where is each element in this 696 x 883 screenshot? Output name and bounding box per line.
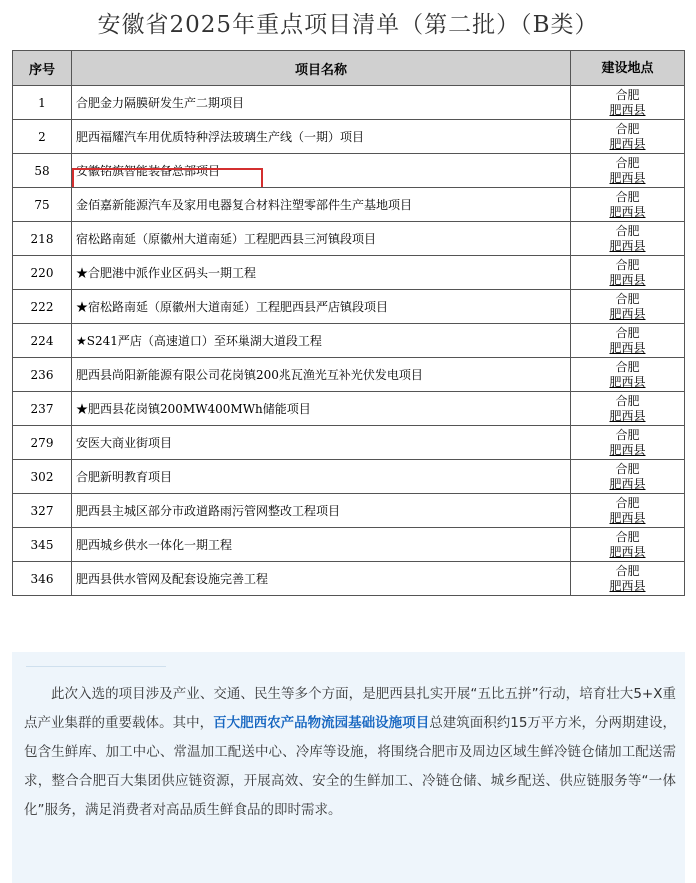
row-location xyxy=(571,562,685,596)
row-number: 279 xyxy=(13,426,72,460)
row-location xyxy=(571,256,685,290)
project-name-label: ★肥西县花岗镇200MW400MWh储能项目 xyxy=(76,402,311,416)
table-row xyxy=(13,324,685,358)
row-project-name-text xyxy=(76,538,232,552)
row-project-name xyxy=(72,562,571,596)
location-county: 肥西县 xyxy=(609,272,646,287)
row-number: 346 xyxy=(13,562,72,596)
row-number: 218 xyxy=(13,222,72,256)
row-location xyxy=(571,222,685,256)
location-county: 肥西县 xyxy=(609,442,646,457)
highlight-box xyxy=(72,168,263,188)
location-city: 合肥 xyxy=(615,155,640,170)
row-project-name-text xyxy=(76,232,376,246)
row-project-name xyxy=(72,460,571,494)
row-project-name-text xyxy=(76,470,172,484)
row-number: 2 xyxy=(13,120,72,154)
row-number: 1 xyxy=(13,86,72,120)
row-number: 302 xyxy=(13,460,72,494)
article-panel xyxy=(12,652,685,883)
row-location xyxy=(571,188,685,222)
table-row xyxy=(13,86,685,120)
row-location xyxy=(571,460,685,494)
project-table xyxy=(12,50,685,596)
project-name-label: 肥西县主城区部分市政道路雨污管网整改工程项目 xyxy=(76,504,341,518)
location-county: 肥西县 xyxy=(609,340,646,355)
header-location: 建设地点 xyxy=(571,51,685,86)
location-city: 合肥 xyxy=(615,325,640,340)
row-number: 58 xyxy=(13,154,72,188)
location-county: 肥西县 xyxy=(609,136,646,151)
location-county: 肥西县 xyxy=(609,374,646,389)
project-name-label: ★S241严店（高速道口）至环巢湖大道段工程 xyxy=(76,334,322,348)
row-number: 236 xyxy=(13,358,72,392)
row-location xyxy=(571,392,685,426)
row-number: 237 xyxy=(13,392,72,426)
row-project-name xyxy=(72,154,571,188)
location-county: 肥西县 xyxy=(609,238,646,253)
project-name-label: 宿松路南延（原徽州大道南延）工程肥西县三河镇段项目 xyxy=(76,232,377,246)
location-county: 肥西县 xyxy=(609,510,646,525)
project-name-label: 安医大商业街项目 xyxy=(76,436,173,450)
row-project-name-text xyxy=(76,198,412,212)
row-location xyxy=(571,324,685,358)
location-city: 合肥 xyxy=(615,291,640,306)
location-city: 合肥 xyxy=(615,495,640,510)
location-city: 合肥 xyxy=(615,359,640,374)
row-location xyxy=(571,154,685,188)
row-location xyxy=(571,86,685,120)
location-city: 合肥 xyxy=(615,461,640,476)
row-number: 222 xyxy=(13,290,72,324)
row-project-name xyxy=(72,358,571,392)
article-paragraph xyxy=(24,680,676,825)
row-project-name xyxy=(72,392,571,426)
project-name-label: ★宿松路南延（原徽州大道南延）工程肥西县严店镇段项目 xyxy=(76,300,389,314)
row-project-name-text xyxy=(76,96,244,110)
project-name-label: 金佰嘉新能源汽车及家用电器复合材料注塑零部件生产基地项目 xyxy=(76,198,413,212)
location-city: 合肥 xyxy=(615,223,640,238)
page-title: 安徽省2025年重点项目清单（第二批）（B类） xyxy=(97,12,599,38)
row-project-name xyxy=(72,188,571,222)
location-county: 肥西县 xyxy=(609,408,646,423)
location-city: 合肥 xyxy=(615,563,640,578)
table-row xyxy=(13,562,685,596)
row-project-name xyxy=(72,86,571,120)
table-row xyxy=(13,494,685,528)
header-number: 序号 xyxy=(13,51,72,86)
location-county: 肥西县 xyxy=(609,102,646,117)
location-city: 合肥 xyxy=(615,189,640,204)
row-location xyxy=(571,494,685,528)
project-name-label: ★合肥港中派作业区码头一期工程 xyxy=(76,266,257,280)
row-project-name-text xyxy=(76,436,172,450)
row-project-name xyxy=(72,290,571,324)
table-row xyxy=(13,426,685,460)
row-project-name-text xyxy=(76,402,311,416)
location-city: 合肥 xyxy=(615,87,640,102)
panel-divider xyxy=(26,666,166,667)
location-city: 合肥 xyxy=(615,393,640,408)
table-row xyxy=(13,222,685,256)
row-project-name-text xyxy=(76,300,388,314)
location-county: 肥西县 xyxy=(609,204,646,219)
table-row xyxy=(13,528,685,562)
location-county: 肥西县 xyxy=(609,544,646,559)
row-location xyxy=(571,528,685,562)
row-project-name xyxy=(72,256,571,290)
row-project-name-text xyxy=(76,266,256,280)
project-name-label: 合肥新明教育项目 xyxy=(76,470,173,484)
row-project-name-text xyxy=(76,130,364,144)
location-county: 肥西县 xyxy=(609,306,646,321)
row-number: 345 xyxy=(13,528,72,562)
row-project-name-text xyxy=(76,504,340,518)
header-project-name: 项目名称 xyxy=(72,51,571,86)
table-row xyxy=(13,460,685,494)
table-row xyxy=(13,392,685,426)
row-project-name xyxy=(72,324,571,358)
project-name-label: 肥西县尚阳新能源有限公司花岗镇200兆瓦渔光互补光伏发电项目 xyxy=(76,368,423,382)
table-row xyxy=(13,358,685,392)
article-text-after: 总建筑面积约15万平方米，分两期建设，包含生鲜库、加工中心、常温加工配送中心、冷库等设施，将围绕合肥市及周边区域生鲜冷链仓储加工配送需求，整合合肥百大集团供应链资源，开展高效、安全的生鲜加工、冷链仓储、城乡配送、供应链服务等“一体化”服务，满足消费者对高品质生鲜食品的即时需求。 xyxy=(24,715,676,818)
row-location xyxy=(571,120,685,154)
row-project-name-text xyxy=(76,334,322,348)
location-city: 合肥 xyxy=(615,121,640,136)
project-name-label: 肥西福耀汽车用优质特种浮法玻璃生产线（一期）项目 xyxy=(76,130,365,144)
location-county: 肥西县 xyxy=(609,476,646,491)
row-number: 75 xyxy=(13,188,72,222)
row-project-name-text xyxy=(76,368,423,382)
project-name-label: 安徽铭旗智能装备总部项目 xyxy=(76,164,221,178)
row-project-name xyxy=(72,120,571,154)
row-number: 220 xyxy=(13,256,72,290)
location-city: 合肥 xyxy=(615,427,640,442)
project-name-label: 合肥金力隔膜研发生产二期项目 xyxy=(76,96,245,110)
table-row xyxy=(13,290,685,324)
table-row xyxy=(13,154,685,188)
row-location xyxy=(571,358,685,392)
article-text-before: 此次入选的项目涉及产业、交通、民生等多个方面，是肥西县扎实开展“五比五拼”行动，培育壮大5+X重点产业集群的重要载体。其中， xyxy=(24,686,676,731)
row-location xyxy=(571,426,685,460)
row-project-name-text xyxy=(76,164,220,178)
project-name-label: 肥西县供水管网及配套设施完善工程 xyxy=(76,572,269,586)
location-city: 合肥 xyxy=(615,257,640,272)
location-city: 合肥 xyxy=(615,529,640,544)
row-project-name-text xyxy=(76,572,268,586)
row-project-name xyxy=(72,494,571,528)
row-number: 327 xyxy=(13,494,72,528)
project-name-label: 肥西城乡供水一体化一期工程 xyxy=(76,538,233,552)
table-row xyxy=(13,188,685,222)
row-project-name xyxy=(72,222,571,256)
row-project-name xyxy=(72,528,571,562)
table-row xyxy=(13,256,685,290)
table-header-row xyxy=(13,51,685,86)
location-county: 肥西县 xyxy=(609,578,646,593)
location-county: 肥西县 xyxy=(609,170,646,185)
row-project-name xyxy=(72,426,571,460)
row-location xyxy=(571,290,685,324)
table-row xyxy=(13,120,685,154)
row-number: 224 xyxy=(13,324,72,358)
project-link[interactable]: 百大肥西农产品物流园基础设施项目 xyxy=(213,715,430,731)
